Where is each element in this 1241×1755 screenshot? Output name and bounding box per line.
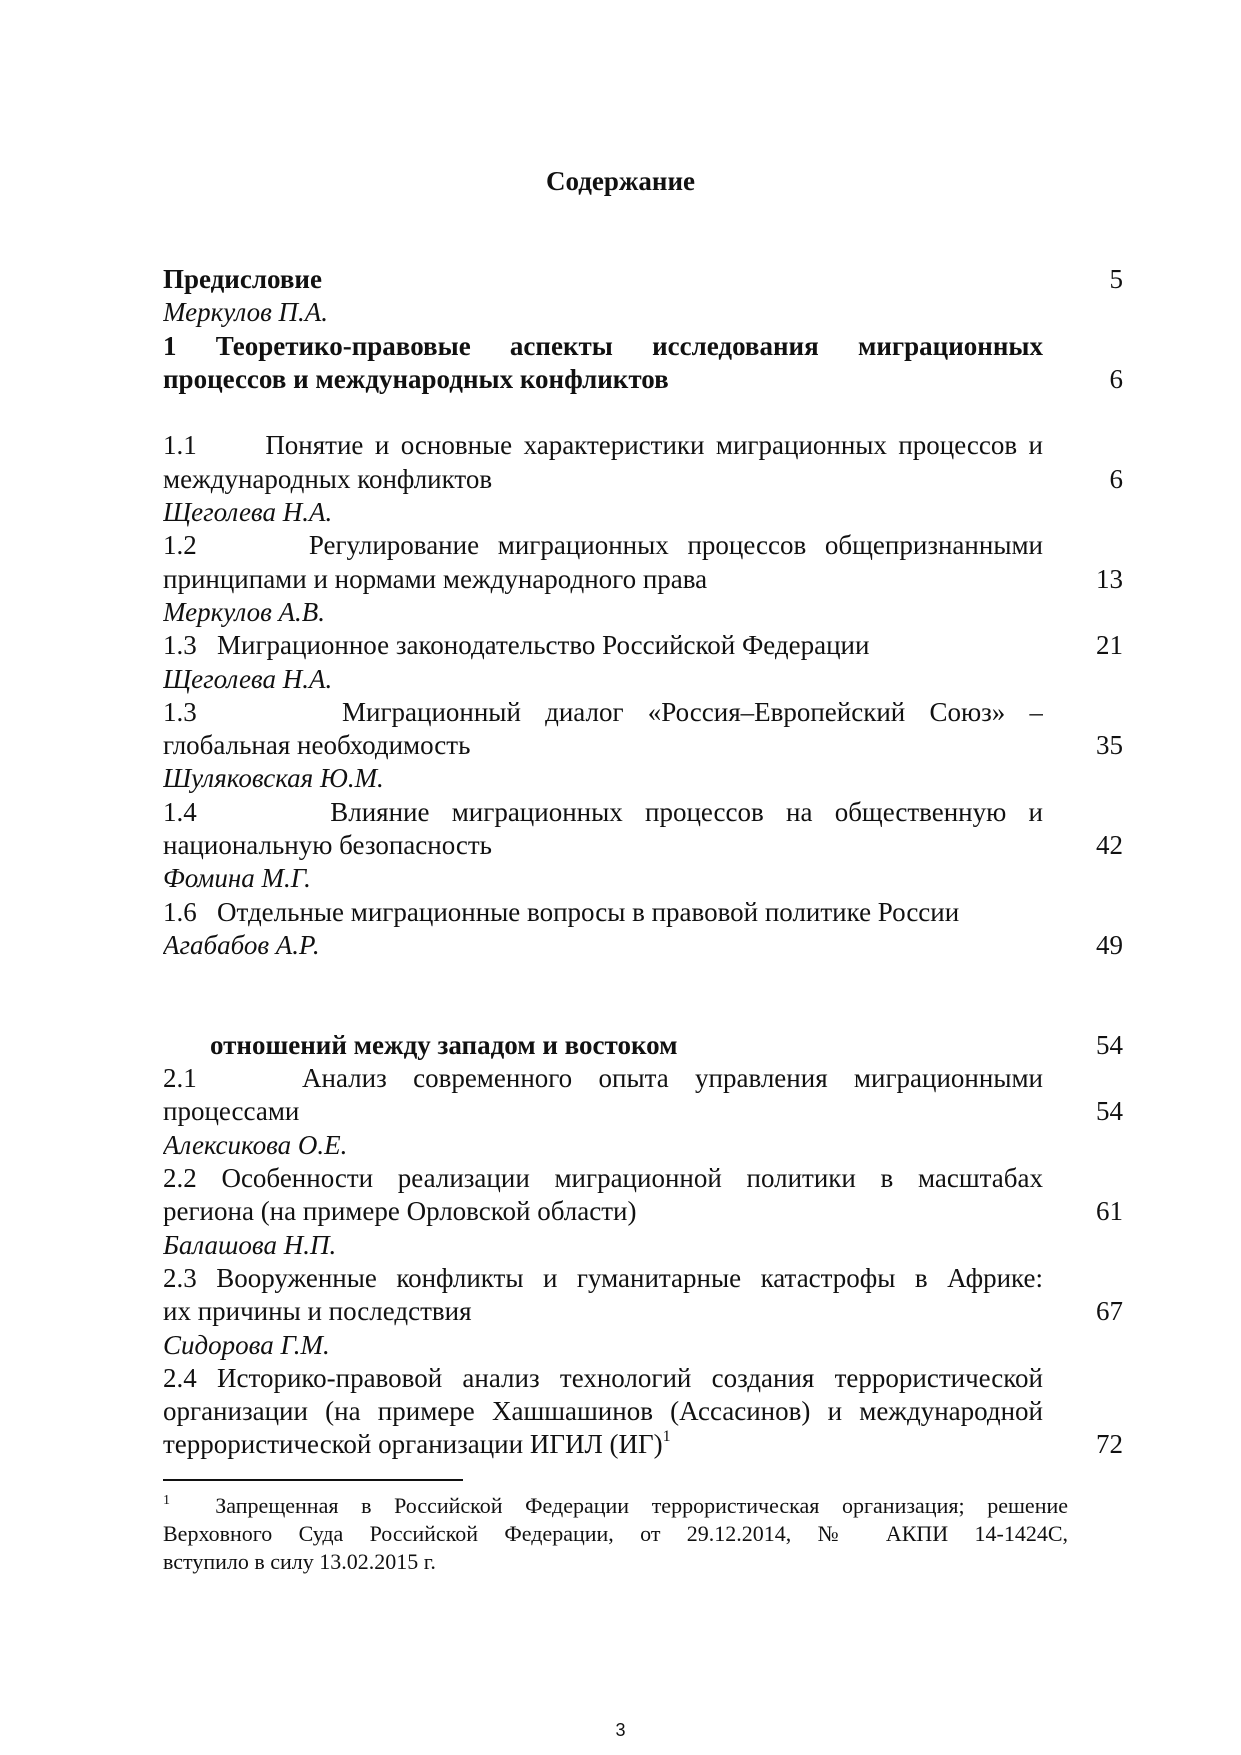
toc-author: Сидорова Г.М.: [163, 1329, 330, 1360]
toc-entry-2-2: [163, 1162, 1123, 1195]
page-number: 3: [615, 1720, 626, 1740]
toc-page-number: 67: [1096, 1296, 1123, 1327]
toc-entry-title-cont: организации (на примере Хашшашинов (Ассасинов) и международной: [163, 1396, 1043, 1427]
toc-entry-title-cont: их причины и последствия: [163, 1296, 472, 1327]
toc-entry-1-3b: [163, 696, 1123, 729]
footnote-reference[interactable]: 1: [662, 1428, 671, 1446]
footnote-marker: 1: [163, 1493, 170, 1508]
toc-entry-title: 1 Теоретико-правовые аспекты исследования миграционных: [163, 330, 1043, 361]
toc-page-number: 21: [1096, 630, 1123, 661]
toc-entry-1-1: [163, 429, 1123, 462]
toc-page-number: 72: [1096, 1429, 1123, 1460]
toc-author: Щеголева Н.А.: [163, 663, 333, 694]
toc-entry-number: 1.6: [163, 896, 197, 927]
toc-entry-2-4: [163, 1362, 1123, 1395]
toc-entry-title-cont: процессов и международных конфликтов: [163, 363, 669, 394]
footnote-text: вступило в силу 13.02.2015 г.: [163, 1549, 436, 1574]
toc-entry-title: Влияние миграционных процессов на общественную и: [330, 796, 1043, 827]
toc-entry-number: 1.2: [163, 530, 197, 561]
toc-entry-title-cont: террористической организации ИГИЛ (ИГ): [163, 1429, 663, 1460]
toc-entry-title: Миграционное законодательство Российской Федерации: [217, 630, 870, 661]
footnote: [163, 1492, 1068, 1576]
toc-page-number: 54: [1096, 1096, 1123, 1127]
toc-entry-title-cont: международных конфликтов: [163, 463, 493, 494]
toc-entry-title: 2.2 Особенности реализации миграционной политики в масштабах: [163, 1163, 1043, 1194]
toc-page-number: 13: [1096, 563, 1123, 594]
toc-page-number: 42: [1096, 830, 1123, 861]
toc-entry-number: 1.4: [163, 796, 197, 827]
footnote-text: Запрещенная в Российской Федерации террористическая организация; решение: [215, 1493, 1068, 1518]
toc-page-number: 35: [1096, 730, 1123, 761]
toc-page-number: 5: [1109, 264, 1123, 294]
toc-page-number: 6: [1109, 463, 1123, 494]
toc-entry-title-cont: национальную безопасность: [163, 830, 492, 861]
toc-entry-number: 2.1: [163, 1063, 197, 1094]
toc-entry-number: 1.3: [163, 696, 197, 727]
footnote-text: Верховного Суда Российской Федерации, от 29.12.2014, № АКПИ 14-1424С,: [163, 1521, 1068, 1546]
toc-entry-title: Отдельные миграционные вопросы в правовой политике России: [217, 896, 960, 927]
toc-entry-1-4: [163, 796, 1123, 829]
toc-entry-title: Предисловие: [163, 264, 322, 294]
toc-entry-title-cont: глобальная необходимость: [163, 730, 471, 761]
toc-author: Меркулов П.А.: [163, 297, 329, 328]
toc-entry-title-cont: принципами и нормами международного права: [163, 563, 708, 594]
toc-page-number: 49: [1096, 929, 1123, 960]
footnote-separator: [163, 1479, 463, 1481]
toc-author: Фомина М.Г.: [163, 863, 311, 894]
toc-author: Щеголева Н.А.: [163, 497, 333, 528]
toc-entry-number: 1.1: [163, 430, 197, 461]
toc-entry-title-cont: процессами: [163, 1096, 300, 1127]
toc-entry-2-1: [163, 1062, 1123, 1095]
toc-entry-1-3a: [163, 629, 1123, 662]
toc-entry-preface: [163, 263, 1123, 296]
toc-author: Алексикова О.Е.: [163, 1129, 348, 1160]
toc-entry-title: 2.3 Вооруженные конфликты и гуманитарные катастрофы в Африке:: [163, 1262, 1043, 1293]
toc-author: Агабабов А.Р.: [163, 929, 320, 960]
toc-author: Меркулов А.В.: [163, 596, 326, 627]
toc-page-number: 54: [1096, 1029, 1123, 1060]
toc-entry-title-cont: отношений между западом и востоком: [210, 1029, 678, 1060]
toc-page-number: 6: [1109, 363, 1123, 394]
toc-author: Балашова Н.П.: [163, 1229, 337, 1260]
toc-chapter-2: [163, 996, 1123, 1029]
toc-author: Шуляковская Ю.М.: [163, 763, 384, 794]
toc-entry-title-cont: региона (на примере Орловской области): [163, 1196, 637, 1227]
toc-entry-title: Миграционный диалог «Россия–Европейский Союз» –: [342, 696, 1043, 727]
toc-entry-2-3: [163, 1262, 1123, 1295]
toc-page-number: 61: [1096, 1196, 1123, 1227]
toc-entry-title: Анализ современного опыта управления миграционными: [302, 1063, 1043, 1094]
toc-chapter-1: [163, 330, 1123, 363]
toc-entry-number: 1.3: [163, 630, 197, 661]
toc-entry-1-2: [163, 529, 1123, 562]
toc-entry-title: Регулирование миграционных процессов общепризнанными: [308, 530, 1043, 561]
table-of-contents: [163, 263, 1123, 1462]
page-title: Содержание: [545, 166, 696, 196]
toc-entry-title: Понятие и основные характеристики миграционных процессов и: [265, 430, 1043, 461]
toc-entry-1-6: [163, 896, 1123, 929]
toc-entry-title: 2.4 Историко-правовой анализ технологий создания террористической: [163, 1362, 1043, 1393]
